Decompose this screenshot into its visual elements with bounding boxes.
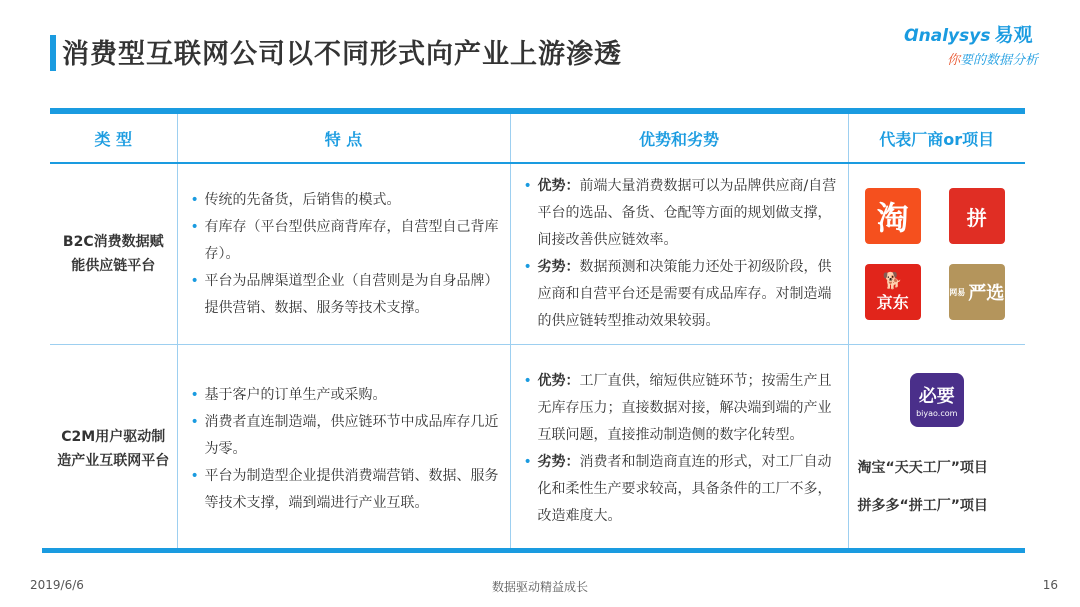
pros-cons-cell (510, 345, 848, 554)
pros-text: 工厂直供，缩短供应链环节；按需生产且无库存压力；直接数据对接，解决端到端的产业互联问题，直接推动制造侧的数字化转型。 (537, 373, 832, 443)
vendors-cell (848, 345, 1025, 554)
features-cell (177, 163, 510, 345)
page-title: 消费型互联网公司以不同形式向产业上游渗透 (62, 39, 622, 70)
analysys-logo (904, 20, 1044, 70)
project-item: 拼多多“拼工厂”项目 (857, 498, 988, 514)
yanxuan-logo-text: 严选 (968, 283, 1005, 304)
table-row (50, 345, 1025, 554)
table-row (50, 163, 1025, 345)
logo-brand-letter-icon: Ɑ (904, 26, 919, 46)
type-cell: B2C消费数据赋能供应链平台 (50, 163, 177, 345)
footer-slogan: 数据驱动精益成长 (491, 580, 588, 594)
project-item: 淘宝“天天工厂”项目 (857, 460, 988, 476)
jd-dog-icon: 🐕 (882, 271, 903, 290)
taobao-logo: 淘 (865, 188, 921, 244)
cons-label: 劣势： (537, 259, 580, 275)
footer-date: 2019/6/6 (30, 578, 84, 592)
comparison-table (50, 114, 1025, 553)
pros-item (522, 173, 839, 254)
logo-tagline-first: 你 (946, 53, 960, 68)
type-cell: C2M用户驱动制造产业互联网平台 (57, 429, 170, 469)
table-header-row (50, 114, 1025, 163)
header-type: 类 型 (50, 114, 177, 163)
feature-item: • 平台为制造型企业提供消费端营销、数据、服务等技术支撑，端到端进行产业互联。 (189, 463, 501, 517)
cons-text: 数据预测和决策能力还处于初级阶段，供应商和自营平台还是需要有成品库存。对制造端的供应链转型推动效果较弱。 (537, 259, 832, 329)
title-accent-bar (50, 35, 56, 71)
vendors-cell (848, 163, 1025, 345)
jd-logo (865, 264, 921, 320)
logo-brand-cn: 易观 (994, 24, 1033, 46)
pinduoduo-logo: 拼 (949, 188, 1005, 244)
yanxuan-logo-small: 网易 (949, 287, 966, 297)
pros-label: 优势： (537, 373, 580, 389)
feature-item: • 传统的先备货，后销售的模式。 (189, 187, 501, 214)
page-number: 16 (1042, 578, 1058, 592)
pros-cons-cell (510, 163, 848, 345)
header-pros-cons: 优势和劣势 (510, 114, 848, 163)
cons-text: 消费者和制造商直连的形式，对工厂自动化和柔性生产要求较高，具备条件的工厂不多，改造难度大。 (537, 454, 832, 524)
feature-item: • 有库存（平台型供应商背库存，自营型自己背库存）。 (189, 214, 501, 268)
logo-brand: nalysys (918, 26, 991, 46)
logo-tagline-rest: 要的数据分析 (959, 53, 1038, 68)
table-bottom-rule (42, 548, 1025, 553)
biyao-logo (910, 373, 964, 427)
feature-item: • 消费者直连制造端，供应链环节中成品库存几近为零。 (189, 409, 501, 463)
pros-text: 前端大量消费数据可以为品牌供应商/自营平台的选品、备货、仓配等方面的规划做支撑，间接改善供应链效率。 (537, 178, 837, 248)
header-features: 特 点 (177, 114, 510, 163)
feature-item: • 平台为品牌渠道型企业（自营则是为自身品牌）提供营销、数据、服务等技术支撑。 (189, 268, 501, 322)
features-cell (177, 345, 510, 554)
cons-item (522, 449, 839, 530)
feature-item: • 基于客户的订单生产或采购。 (189, 382, 501, 409)
yanxuan-logo (949, 264, 1005, 320)
biyao-logo-text: 必要 (918, 386, 955, 407)
jd-logo-text: 京东 (876, 293, 909, 312)
biyao-logo-domain: biyao.com (916, 409, 958, 418)
pros-label: 优势： (537, 178, 580, 194)
header-vendors: 代表厂商or项目 (848, 114, 1025, 163)
cons-label: 劣势： (537, 454, 580, 470)
pros-item (522, 368, 839, 449)
cons-item (522, 254, 839, 335)
